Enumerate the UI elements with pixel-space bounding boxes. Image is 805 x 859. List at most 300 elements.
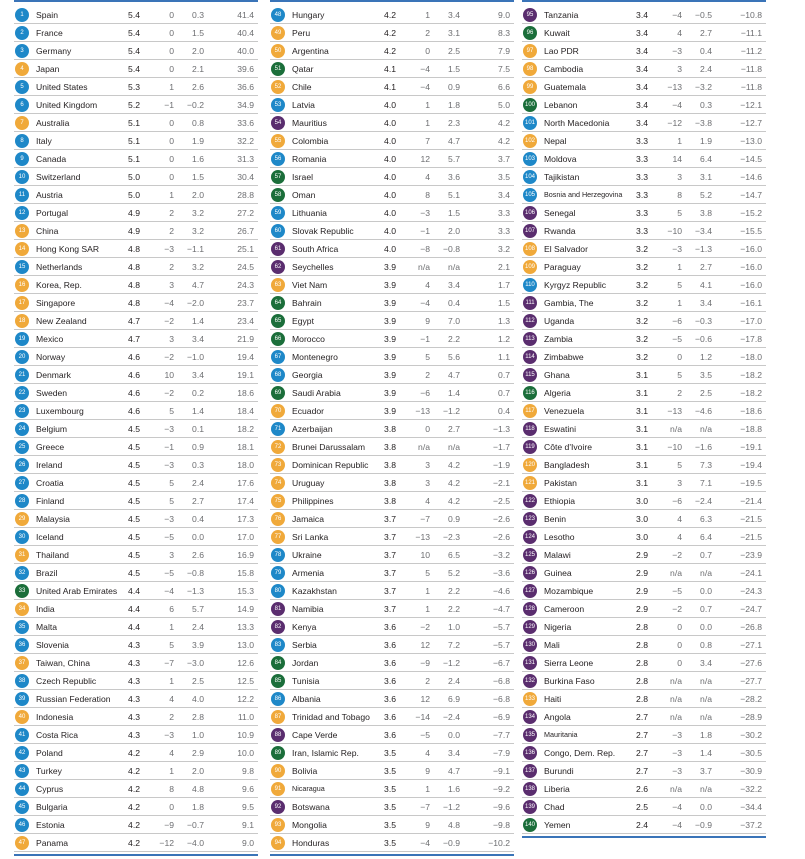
- score-value: 4.2: [128, 820, 140, 830]
- score-change: 2.0: [192, 46, 204, 56]
- table-row: [14, 186, 258, 204]
- table-row: [14, 420, 258, 438]
- rank-change: −4: [164, 586, 174, 596]
- rank-badge: 31: [15, 548, 29, 562]
- table-row: [522, 42, 766, 60]
- rank-change: −7: [420, 514, 430, 524]
- country-name: Croatia: [36, 478, 64, 488]
- score-change: −0.9: [443, 838, 460, 848]
- table-row: [522, 636, 766, 654]
- rank-change: 8: [425, 190, 430, 200]
- table-row: [270, 564, 514, 582]
- country-name: United Arab Emirates: [36, 586, 118, 596]
- score-change: 2.3: [448, 118, 460, 128]
- country-name: Panama: [36, 838, 69, 848]
- score-value: 3.1: [636, 442, 648, 452]
- score-value: 4.3: [128, 676, 140, 686]
- percent-deviation: 31.3: [237, 154, 254, 164]
- score-change: −0.8: [187, 568, 204, 578]
- score-change: 2.2: [448, 604, 460, 614]
- percent-deviation: 7.5: [498, 64, 510, 74]
- table-row: [522, 762, 766, 780]
- percent-deviation: 18.1: [237, 442, 254, 452]
- score-change: 0.2: [192, 388, 204, 398]
- rank-badge: 114: [523, 350, 537, 364]
- score-value: 2.8: [636, 622, 648, 632]
- country-name: Greece: [36, 442, 65, 452]
- percent-deviation: 23.4: [237, 316, 254, 326]
- rank-change: 0: [169, 802, 174, 812]
- table-row: [522, 600, 766, 618]
- table-row: [270, 6, 514, 24]
- table-row: [270, 330, 514, 348]
- rank-badge: 124: [523, 530, 537, 544]
- country-name: Turkey: [36, 766, 62, 776]
- percent-deviation: 9.1: [242, 820, 254, 830]
- rank-badge: 51: [271, 62, 285, 76]
- country-name: Armenia: [292, 568, 324, 578]
- score-value: 4.5: [128, 514, 140, 524]
- rank-badge: 136: [523, 746, 537, 760]
- rank-badge: 78: [271, 548, 285, 562]
- percent-deviation: 1.7: [498, 280, 510, 290]
- rank-badge: 89: [271, 746, 285, 760]
- rank-badge: 37: [15, 656, 29, 670]
- table-row: [14, 816, 258, 834]
- rank-change: 0: [677, 658, 682, 668]
- table-row: [270, 420, 514, 438]
- table-top-rule: [14, 0, 258, 2]
- rank-change: 9: [425, 316, 430, 326]
- rank-badge: 76: [271, 512, 285, 526]
- score-change: 5.2: [700, 190, 712, 200]
- score-value: 3.6: [384, 694, 396, 704]
- rank-badge: 102: [523, 134, 537, 148]
- table-row: [270, 276, 514, 294]
- score-change: 2.7: [192, 496, 204, 506]
- score-value: 4.0: [384, 208, 396, 218]
- country-name: Nigeria: [544, 622, 572, 632]
- score-value: 4.0: [384, 172, 396, 182]
- country-name: Mozambique: [544, 586, 594, 596]
- table-row: [14, 564, 258, 582]
- country-name: Tunisia: [292, 676, 320, 686]
- country-name: Azerbaijan: [292, 424, 333, 434]
- score-value: 3.6: [384, 658, 396, 668]
- rank-badge: 54: [271, 116, 285, 130]
- rank-badge: 132: [523, 674, 537, 688]
- country-name: Liberia: [544, 784, 570, 794]
- rank-badge: 66: [271, 332, 285, 346]
- rank-badge: 90: [271, 764, 285, 778]
- score-value: 3.1: [636, 388, 648, 398]
- country-name: Latvia: [292, 100, 315, 110]
- table-row: [270, 546, 514, 564]
- rank-badge: 131: [523, 656, 537, 670]
- rank-badge: 45: [15, 800, 29, 814]
- country-name: Hungary: [292, 10, 325, 20]
- percent-deviation: 0.4: [498, 406, 510, 416]
- rank-change: −2: [164, 352, 174, 362]
- score-value: 2.6: [636, 784, 648, 794]
- rank-change: −2: [164, 316, 174, 326]
- country-name: Austria: [36, 190, 63, 200]
- score-change: 1.9: [192, 136, 204, 146]
- rank-badge: 72: [271, 440, 285, 454]
- country-name: India: [36, 604, 55, 614]
- percent-deviation: 3.3: [498, 208, 510, 218]
- rank-badge: 56: [271, 152, 285, 166]
- table-row: [270, 438, 514, 456]
- score-value: 4.2: [128, 802, 140, 812]
- rank-badge: 25: [15, 440, 29, 454]
- percent-deviation: −12.7: [740, 118, 762, 128]
- score-value: 3.7: [384, 550, 396, 560]
- score-change: 0.7: [700, 550, 712, 560]
- score-value: 3.1: [636, 406, 648, 416]
- percent-deviation: 6.6: [498, 82, 510, 92]
- percent-deviation: 32.2: [237, 136, 254, 146]
- rank-change: −9: [164, 820, 174, 830]
- rank-badge: 4: [15, 62, 29, 76]
- table-row: [14, 96, 258, 114]
- score-change: 0.3: [192, 10, 204, 20]
- table-row: [522, 528, 766, 546]
- percent-deviation: −2.1: [493, 478, 510, 488]
- table-row: [522, 204, 766, 222]
- score-change: 3.1: [700, 172, 712, 182]
- score-change: −3.2: [695, 82, 712, 92]
- country-name: Luxembourg: [36, 406, 84, 416]
- rank-badge: 91: [271, 782, 285, 796]
- table-row: [522, 510, 766, 528]
- country-name: Lithuania: [292, 208, 327, 218]
- score-value: 4.6: [128, 388, 140, 398]
- percent-deviation: 10.0: [237, 748, 254, 758]
- rank-change: −4: [420, 838, 430, 848]
- percent-deviation: 18.2: [237, 424, 254, 434]
- rank-badge: 49: [271, 26, 285, 40]
- rank-change: 3: [677, 478, 682, 488]
- score-value: 2.7: [636, 748, 648, 758]
- country-name: Portugal: [36, 208, 69, 218]
- country-name: Kazakhstan: [292, 586, 337, 596]
- rank-change: 4: [425, 280, 430, 290]
- table-row: [14, 618, 258, 636]
- percent-deviation: −19.4: [740, 460, 762, 470]
- score-value: 4.4: [128, 622, 140, 632]
- percent-deviation: −24.3: [740, 586, 762, 596]
- score-value: 4.5: [128, 424, 140, 434]
- table-row: [14, 24, 258, 42]
- score-change: 2.7: [700, 262, 712, 272]
- percent-deviation: −21.5: [740, 532, 762, 542]
- rank-change: 2: [425, 370, 430, 380]
- rank-change: −2: [672, 604, 682, 614]
- score-change: 2.7: [700, 28, 712, 38]
- table-row: [14, 474, 258, 492]
- country-name: Botswana: [292, 802, 330, 812]
- percent-deviation: −27.6: [740, 658, 762, 668]
- rank-change: 1: [169, 190, 174, 200]
- score-value: 4.9: [128, 208, 140, 218]
- rank-change: 12: [420, 154, 430, 164]
- score-value: 3.2: [636, 334, 648, 344]
- score-value: 3.7: [384, 532, 396, 542]
- rank-change: 0: [169, 64, 174, 74]
- rank-change: 1: [425, 10, 430, 20]
- rank-change: 14: [672, 154, 682, 164]
- rank-badge: 135: [523, 728, 537, 742]
- table-row: [14, 330, 258, 348]
- score-value: 3.9: [384, 298, 396, 308]
- rank-badge: 21: [15, 368, 29, 382]
- country-name: Saudi Arabia: [292, 388, 341, 398]
- country-name: Zimbabwe: [544, 352, 584, 362]
- score-change: 6.9: [448, 694, 460, 704]
- score-value: 5.3: [128, 82, 140, 92]
- country-name: France: [36, 28, 63, 38]
- score-change: −3.8: [695, 118, 712, 128]
- score-change: 3.9: [192, 640, 204, 650]
- rank-change: −7: [164, 658, 174, 668]
- score-change: n/a: [700, 676, 712, 686]
- country-name: Costa Rica: [36, 730, 79, 740]
- rank-change: 8: [169, 784, 174, 794]
- score-value: 4.1: [384, 64, 396, 74]
- country-name: Lebanon: [544, 100, 578, 110]
- percent-deviation: −18.2: [740, 388, 762, 398]
- table-row: [14, 708, 258, 726]
- country-name: Kuwait: [544, 28, 570, 38]
- country-name: Ghana: [544, 370, 570, 380]
- score-change: 0.4: [192, 514, 204, 524]
- rank-change: 1: [677, 298, 682, 308]
- score-value: 4.8: [128, 280, 140, 290]
- percent-deviation: 24.5: [237, 262, 254, 272]
- percent-deviation: 8.3: [498, 28, 510, 38]
- rank-change: 4: [169, 694, 174, 704]
- percent-deviation: −4.7: [493, 604, 510, 614]
- rank-badge: 64: [271, 296, 285, 310]
- country-name: Paraguay: [544, 262, 581, 272]
- country-name: Venezuela: [544, 406, 585, 416]
- percent-deviation: 41.4: [237, 10, 254, 20]
- score-change: 2.9: [192, 748, 204, 758]
- table-row: [14, 348, 258, 366]
- rank-change: 1: [169, 766, 174, 776]
- score-change: 3.7: [700, 766, 712, 776]
- score-change: 2.8: [192, 712, 204, 722]
- percent-deviation: −18.8: [740, 424, 762, 434]
- rank-change: 5: [169, 640, 174, 650]
- table-row: [14, 168, 258, 186]
- rank-badge: 34: [15, 602, 29, 616]
- score-change: 0.9: [448, 514, 460, 524]
- rank-badge: 96: [523, 26, 537, 40]
- country-name: Egypt: [292, 316, 314, 326]
- country-name: Yemen: [544, 820, 571, 830]
- rank-change: −12: [667, 118, 682, 128]
- rank-badge: 92: [271, 800, 285, 814]
- percent-deviation: −30.5: [740, 748, 762, 758]
- rank-badge: 18: [15, 314, 29, 328]
- score-value: 4.0: [384, 100, 396, 110]
- score-change: 2.6: [192, 82, 204, 92]
- rank-change: 3: [169, 280, 174, 290]
- rank-badge: 14: [15, 242, 29, 256]
- score-change: 5.1: [448, 190, 460, 200]
- rank-change: −3: [164, 244, 174, 254]
- score-change: 7.1: [700, 478, 712, 488]
- rank-badge: 128: [523, 602, 537, 616]
- score-value: 4.0: [384, 136, 396, 146]
- table-row: [14, 366, 258, 384]
- table-row: [270, 60, 514, 78]
- score-change: 0.0: [448, 730, 460, 740]
- score-change: 3.8: [700, 208, 712, 218]
- table-row: [270, 258, 514, 276]
- country-name: Eswatini: [544, 424, 576, 434]
- rank-badge: 15: [15, 260, 29, 274]
- country-name: United Kingdom: [36, 100, 98, 110]
- percent-deviation: 21.9: [237, 334, 254, 344]
- country-name: Honduras: [292, 838, 330, 848]
- country-name: Cambodia: [544, 64, 584, 74]
- rank-badge: 69: [271, 386, 285, 400]
- rank-badge: 26: [15, 458, 29, 472]
- table-row: [270, 312, 514, 330]
- country-name: China: [36, 226, 59, 236]
- table-row: [14, 150, 258, 168]
- percent-deviation: −3.6: [493, 568, 510, 578]
- score-change: 4.1: [700, 280, 712, 290]
- percent-deviation: 30.4: [237, 172, 254, 182]
- rank-change: −3: [672, 244, 682, 254]
- percent-deviation: −18.6: [740, 406, 762, 416]
- percent-deviation: −14.7: [740, 190, 762, 200]
- country-name: Chile: [292, 82, 312, 92]
- percent-deviation: 12.5: [237, 676, 254, 686]
- rank-badge: 57: [271, 170, 285, 184]
- rank-badge: 119: [523, 440, 537, 454]
- rank-badge: 109: [523, 260, 537, 274]
- score-value: 3.9: [384, 262, 396, 272]
- percent-deviation: 9.0: [242, 838, 254, 848]
- rank-badge: 39: [15, 692, 29, 706]
- score-value: 3.6: [384, 712, 396, 722]
- rank-change: 0: [677, 640, 682, 650]
- rank-badge: 105: [523, 188, 537, 202]
- rank-badge: 41: [15, 728, 29, 742]
- score-change: 0.8: [192, 118, 204, 128]
- score-change: 0.0: [700, 802, 712, 812]
- score-change: 0.7: [700, 604, 712, 614]
- percent-deviation: 23.7: [237, 298, 254, 308]
- score-change: −1.6: [695, 442, 712, 452]
- table-row: [14, 6, 258, 24]
- rank-badge: 71: [271, 422, 285, 436]
- percent-deviation: 10.9: [237, 730, 254, 740]
- country-name: Norway: [36, 352, 66, 362]
- rank-change: 0: [169, 118, 174, 128]
- rank-change: 0: [169, 46, 174, 56]
- table-row: [270, 204, 514, 222]
- country-name: Russian Federation: [36, 694, 111, 704]
- rank-change: 12: [420, 640, 430, 650]
- country-name: Jamaica: [292, 514, 324, 524]
- score-value: 3.7: [384, 568, 396, 578]
- country-name: Netherlands: [36, 262, 83, 272]
- score-change: −2.3: [443, 532, 460, 542]
- rank-badge: 62: [271, 260, 285, 274]
- score-change: 1.8: [448, 100, 460, 110]
- table-row: [522, 114, 766, 132]
- score-change: 0.0: [700, 622, 712, 632]
- percent-deviation: 9.0: [498, 10, 510, 20]
- country-name: Cameroon: [544, 604, 585, 614]
- table-row: [270, 222, 514, 240]
- rank-change: −4: [420, 82, 430, 92]
- table-row: [270, 816, 514, 834]
- score-value: 3.3: [636, 226, 648, 236]
- score-change: −0.2: [187, 100, 204, 110]
- score-change: −3.0: [187, 658, 204, 668]
- table-row: [522, 438, 766, 456]
- score-value: 3.4: [636, 10, 648, 20]
- table-row: [14, 222, 258, 240]
- rank-change: −14: [415, 712, 430, 722]
- percent-deviation: −27.1: [740, 640, 762, 650]
- score-change: 0.4: [448, 298, 460, 308]
- score-value: 3.3: [636, 136, 648, 146]
- percent-deviation: −11.8: [740, 82, 762, 92]
- rank-badge: 97: [523, 44, 537, 58]
- percent-deviation: −15.2: [740, 208, 762, 218]
- score-change: 1.6: [192, 154, 204, 164]
- country-name: South Africa: [292, 244, 339, 254]
- table-row: [522, 816, 766, 834]
- score-change: 2.0: [192, 190, 204, 200]
- rank-badge: 118: [523, 422, 537, 436]
- percent-deviation: −13.0: [740, 136, 762, 146]
- rank-badge: 127: [523, 584, 537, 598]
- rank-badge: 9: [15, 152, 29, 166]
- rank-badge: 111: [523, 296, 537, 310]
- country-name: Iran, Islamic Rep.: [292, 748, 359, 758]
- country-name: Slovak Republic: [292, 226, 354, 236]
- country-name: New Zealand: [36, 316, 87, 326]
- percent-deviation: −6.9: [493, 712, 510, 722]
- score-change: 0.9: [448, 82, 460, 92]
- percent-deviation: −21.5: [740, 514, 762, 524]
- table-row: [14, 600, 258, 618]
- rank-badge: 22: [15, 386, 29, 400]
- percent-deviation: 3.2: [498, 244, 510, 254]
- score-value: 4.9: [128, 226, 140, 236]
- rank-badge: 48: [271, 8, 285, 22]
- rank-badge: 123: [523, 512, 537, 526]
- score-value: 5.4: [128, 10, 140, 20]
- table-row: [14, 294, 258, 312]
- country-name: Ecuador: [292, 406, 325, 416]
- percent-deviation: −18.2: [740, 370, 762, 380]
- percent-deviation: 17.6: [237, 478, 254, 488]
- score-change: 1.4: [700, 748, 712, 758]
- score-value: 2.7: [636, 712, 648, 722]
- rank-change: 5: [677, 370, 682, 380]
- rank-badge: 110: [523, 278, 537, 292]
